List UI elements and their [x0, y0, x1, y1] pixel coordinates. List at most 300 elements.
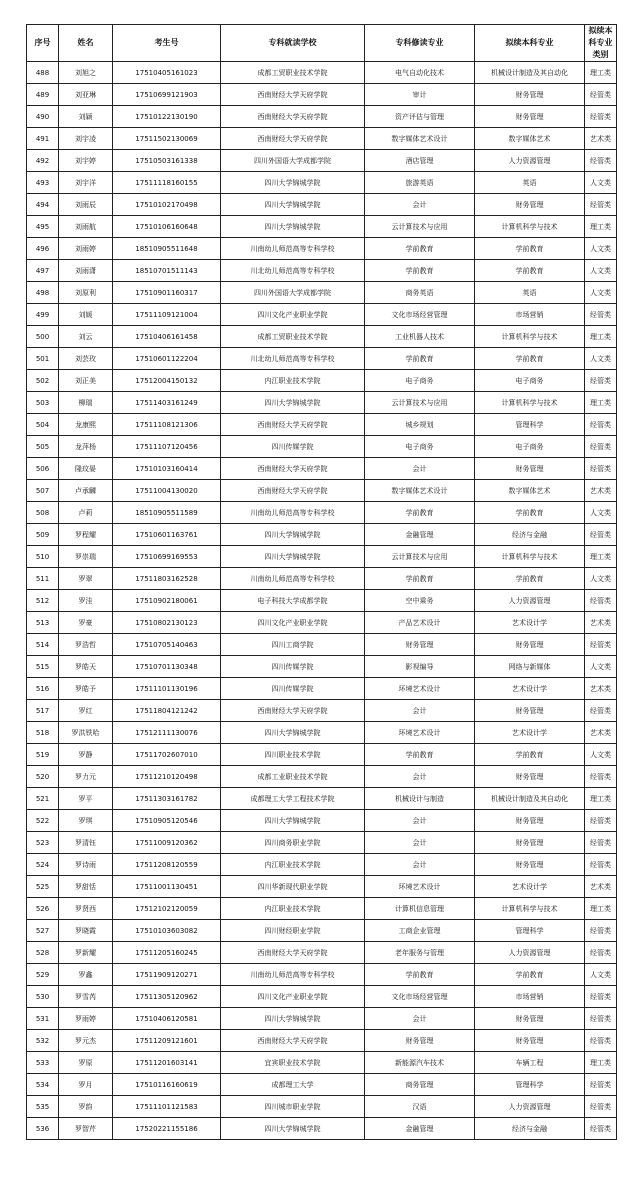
cell-college: 内江职业技术学院	[221, 370, 365, 392]
cell-college: 西南财经大学天府学院	[221, 1030, 365, 1052]
cell-target-major: 计算机科学与技术	[475, 392, 585, 414]
cell-name: 罗红	[59, 700, 113, 722]
cell-name: 刘雨航	[59, 216, 113, 238]
cell-college: 川南幼儿师范高等专科学校	[221, 568, 365, 590]
cell-target-category: 经管类	[585, 700, 617, 722]
cell-target-major: 财务管理	[475, 854, 585, 876]
cell-target-major: 财务管理	[475, 194, 585, 216]
table-row	[27, 260, 617, 282]
cell-target-category: 人文类	[585, 282, 617, 304]
cell-seq: 490	[27, 106, 59, 128]
cell-college-major: 酒店管理	[365, 150, 475, 172]
cell-exam-id: 17511403161249	[113, 392, 221, 414]
header-target-category: 拟续本科专业类别	[585, 25, 617, 62]
table-row	[27, 634, 617, 656]
cell-target-major: 计算机科学与技术	[475, 546, 585, 568]
cell-target-category: 人文类	[585, 502, 617, 524]
cell-exam-id: 18510905511648	[113, 238, 221, 260]
cell-target-major: 管理科学	[475, 920, 585, 942]
cell-name: 刘宇凌	[59, 128, 113, 150]
cell-seq: 495	[27, 216, 59, 238]
cell-exam-id: 17511803162528	[113, 568, 221, 590]
header-exam-id: 考生号	[113, 25, 221, 62]
cell-exam-id: 17511201603141	[113, 1052, 221, 1074]
cell-college-major: 环境艺术设计	[365, 876, 475, 898]
cell-college-major: 会计	[365, 700, 475, 722]
cell-name: 罗豪	[59, 612, 113, 634]
header-seq: 序号	[27, 25, 59, 62]
cell-target-category: 经管类	[585, 832, 617, 854]
table-row	[27, 392, 617, 414]
table-row	[27, 700, 617, 722]
cell-college: 成都理工大学工程技术学院	[221, 788, 365, 810]
cell-seq: 519	[27, 744, 59, 766]
cell-target-major: 学前教育	[475, 964, 585, 986]
cell-college: 四川大学锦城学院	[221, 1118, 365, 1140]
cell-college-major: 金融管理	[365, 1118, 475, 1140]
table-row	[27, 150, 617, 172]
cell-college-major: 资产评估与管理	[365, 106, 475, 128]
cell-seq: 520	[27, 766, 59, 788]
cell-name: 柳瑞	[59, 392, 113, 414]
student-list-sheet	[26, 24, 616, 1140]
cell-target-category: 经管类	[585, 1074, 617, 1096]
table-row	[27, 810, 617, 832]
header-target-major: 拟续本科专业	[475, 25, 585, 62]
cell-seq: 496	[27, 238, 59, 260]
cell-college: 四川大学锦城学院	[221, 392, 365, 414]
cell-seq: 501	[27, 348, 59, 370]
cell-target-category: 经管类	[585, 1008, 617, 1030]
cell-target-category: 经管类	[585, 942, 617, 964]
cell-target-major: 车辆工程	[475, 1052, 585, 1074]
cell-college: 宜宾职业技术学院	[221, 1052, 365, 1074]
cell-target-major: 人力资源管理	[475, 942, 585, 964]
table-row	[27, 172, 617, 194]
cell-target-category: 经管类	[585, 524, 617, 546]
cell-name: 罗贤西	[59, 898, 113, 920]
cell-college: 四川传媒学院	[221, 656, 365, 678]
cell-exam-id: 17520221155186	[113, 1118, 221, 1140]
cell-seq: 494	[27, 194, 59, 216]
table-row	[27, 1052, 617, 1074]
header-college: 专科就读学校	[221, 25, 365, 62]
cell-exam-id: 17511305120962	[113, 986, 221, 1008]
cell-seq: 516	[27, 678, 59, 700]
table-row	[27, 524, 617, 546]
cell-name: 罗鑫	[59, 964, 113, 986]
cell-seq: 533	[27, 1052, 59, 1074]
table-row	[27, 744, 617, 766]
cell-exam-id: 17511909120271	[113, 964, 221, 986]
table-row	[27, 986, 617, 1008]
cell-target-major: 艺术设计学	[475, 612, 585, 634]
cell-target-major: 机械设计制造及其自动化	[475, 62, 585, 84]
cell-college: 西南财经大学天府学院	[221, 458, 365, 480]
cell-college-major: 环境艺术设计	[365, 722, 475, 744]
cell-college-major: 学前教育	[365, 744, 475, 766]
cell-college: 四川大学锦城学院	[221, 1008, 365, 1030]
cell-seq: 517	[27, 700, 59, 722]
cell-target-major: 财务管理	[475, 700, 585, 722]
table-row	[27, 348, 617, 370]
cell-name: 龙康熙	[59, 414, 113, 436]
cell-name: 卢承麟	[59, 480, 113, 502]
cell-target-category: 艺术类	[585, 612, 617, 634]
cell-target-category: 艺术类	[585, 722, 617, 744]
cell-college: 西南财经大学天府学院	[221, 700, 365, 722]
cell-name: 罗皓天	[59, 656, 113, 678]
cell-college-major: 学前教育	[365, 964, 475, 986]
cell-exam-id: 17511804121242	[113, 700, 221, 722]
cell-exam-id: 17510601163761	[113, 524, 221, 546]
cell-target-major: 财务管理	[475, 766, 585, 788]
cell-college: 成都工贸职业技术学院	[221, 326, 365, 348]
cell-target-major: 英语	[475, 282, 585, 304]
cell-exam-id: 17512102120059	[113, 898, 221, 920]
cell-target-major: 财务管理	[475, 1008, 585, 1030]
cell-exam-id: 17511118160155	[113, 172, 221, 194]
cell-target-category: 经管类	[585, 1096, 617, 1118]
cell-name: 刘芸玫	[59, 348, 113, 370]
cell-target-major: 财务管理	[475, 810, 585, 832]
cell-exam-id: 17510122130190	[113, 106, 221, 128]
cell-target-major: 财务管理	[475, 84, 585, 106]
table-row	[27, 832, 617, 854]
cell-target-category: 经管类	[585, 920, 617, 942]
cell-target-major: 管理科学	[475, 414, 585, 436]
cell-college: 四川外国语大学成都学院	[221, 282, 365, 304]
cell-exam-id: 17511004130020	[113, 480, 221, 502]
cell-college: 川南幼儿师范高等专科学校	[221, 502, 365, 524]
cell-name: 罗雪芮	[59, 986, 113, 1008]
cell-college: 四川文化产业职业学院	[221, 612, 365, 634]
cell-college-major: 新能源汽车技术	[365, 1052, 475, 1074]
cell-seq: 510	[27, 546, 59, 568]
cell-exam-id: 17511208120559	[113, 854, 221, 876]
cell-college: 四川大学锦城学院	[221, 810, 365, 832]
cell-exam-id: 17510405161023	[113, 62, 221, 84]
cell-college: 西南财经大学天府学院	[221, 106, 365, 128]
header-name: 姓名	[59, 25, 113, 62]
cell-target-category: 理工类	[585, 898, 617, 920]
cell-target-category: 人文类	[585, 260, 617, 282]
cell-college: 西南财经大学天府学院	[221, 414, 365, 436]
cell-name: 龙萍杨	[59, 436, 113, 458]
cell-seq: 500	[27, 326, 59, 348]
cell-target-category: 理工类	[585, 326, 617, 348]
cell-college-major: 会计	[365, 832, 475, 854]
cell-college: 川北幼儿师范高等专科学校	[221, 260, 365, 282]
cell-college: 内江职业技术学院	[221, 854, 365, 876]
cell-target-category: 经管类	[585, 986, 617, 1008]
table-row	[27, 1096, 617, 1118]
cell-name: 罗平	[59, 788, 113, 810]
cell-target-category: 艺术类	[585, 876, 617, 898]
cell-target-major: 电子商务	[475, 370, 585, 392]
cell-college-major: 财务管理	[365, 634, 475, 656]
cell-seq: 492	[27, 150, 59, 172]
table-row	[27, 370, 617, 392]
cell-name: 刘颖	[59, 106, 113, 128]
cell-target-category: 艺术类	[585, 128, 617, 150]
table-row	[27, 656, 617, 678]
cell-college: 川北幼儿师范高等专科学校	[221, 348, 365, 370]
cell-exam-id: 17510406120581	[113, 1008, 221, 1030]
cell-target-category: 经管类	[585, 634, 617, 656]
cell-college-major: 老年服务与管理	[365, 942, 475, 964]
table-row	[27, 480, 617, 502]
cell-exam-id: 17510699169553	[113, 546, 221, 568]
cell-target-major: 学前教育	[475, 568, 585, 590]
cell-target-major: 学前教育	[475, 348, 585, 370]
cell-exam-id: 17511101121583	[113, 1096, 221, 1118]
cell-college-major: 计算机信息管理	[365, 898, 475, 920]
table-row	[27, 282, 617, 304]
cell-seq: 521	[27, 788, 59, 810]
cell-name: 罗力元	[59, 766, 113, 788]
cell-target-category: 艺术类	[585, 678, 617, 700]
cell-exam-id: 17511107120456	[113, 436, 221, 458]
cell-exam-id: 17510103603082	[113, 920, 221, 942]
cell-exam-id: 17512004150132	[113, 370, 221, 392]
cell-exam-id: 17510116160619	[113, 1074, 221, 1096]
table-row	[27, 458, 617, 480]
cell-seq: 502	[27, 370, 59, 392]
cell-college-major: 环境艺术设计	[365, 678, 475, 700]
cell-college: 四川大学锦城学院	[221, 722, 365, 744]
cell-college-major: 会计	[365, 458, 475, 480]
cell-college-major: 文化市场经营管理	[365, 986, 475, 1008]
cell-exam-id: 17510902180061	[113, 590, 221, 612]
table-row	[27, 876, 617, 898]
cell-target-major: 经济与金融	[475, 1118, 585, 1140]
cell-target-major: 财务管理	[475, 1030, 585, 1052]
cell-exam-id: 17510705140463	[113, 634, 221, 656]
cell-seq: 497	[27, 260, 59, 282]
cell-exam-id: 17511109121004	[113, 304, 221, 326]
table-row	[27, 788, 617, 810]
cell-target-category: 经管类	[585, 810, 617, 832]
cell-target-category: 经管类	[585, 854, 617, 876]
cell-college: 川南幼儿师范高等专科学校	[221, 238, 365, 260]
table-row	[27, 84, 617, 106]
cell-name: 罗浩哲	[59, 634, 113, 656]
cell-exam-id: 17511101130196	[113, 678, 221, 700]
cell-college-major: 学前教育	[365, 260, 475, 282]
cell-target-category: 经管类	[585, 106, 617, 128]
cell-target-category: 经管类	[585, 414, 617, 436]
table-row	[27, 62, 617, 84]
cell-name: 罗韵	[59, 1096, 113, 1118]
cell-seq: 531	[27, 1008, 59, 1030]
cell-college-major: 会计	[365, 1008, 475, 1030]
table-row	[27, 1074, 617, 1096]
cell-college-major: 学前教育	[365, 502, 475, 524]
cell-target-category: 人文类	[585, 568, 617, 590]
cell-exam-id: 17511009120362	[113, 832, 221, 854]
cell-target-major: 管理科学	[475, 1074, 585, 1096]
cell-name: 罗琪	[59, 810, 113, 832]
cell-college: 西南财经大学天府学院	[221, 942, 365, 964]
cell-exam-id: 17510802130123	[113, 612, 221, 634]
cell-target-major: 人力资源管理	[475, 1096, 585, 1118]
table-row	[27, 766, 617, 788]
cell-exam-id: 17510103160414	[113, 458, 221, 480]
cell-target-major: 学前教育	[475, 238, 585, 260]
cell-name: 卢莉	[59, 502, 113, 524]
cell-seq: 507	[27, 480, 59, 502]
table-row	[27, 898, 617, 920]
cell-exam-id: 17512111130076	[113, 722, 221, 744]
cell-college-major: 会计	[365, 766, 475, 788]
cell-college-major: 会计	[365, 854, 475, 876]
cell-exam-id: 17510503161338	[113, 150, 221, 172]
cell-name: 罗洪铁哈	[59, 722, 113, 744]
cell-target-category: 理工类	[585, 216, 617, 238]
cell-seq: 498	[27, 282, 59, 304]
cell-college: 四川大学锦城学院	[221, 172, 365, 194]
cell-target-major: 艺术设计学	[475, 876, 585, 898]
cell-seq: 525	[27, 876, 59, 898]
cell-seq: 529	[27, 964, 59, 986]
cell-target-major: 财务管理	[475, 458, 585, 480]
cell-college-major: 工商企业管理	[365, 920, 475, 942]
cell-name: 刘媛	[59, 304, 113, 326]
cell-seq: 514	[27, 634, 59, 656]
table-row	[27, 1118, 617, 1140]
cell-exam-id: 17511108121306	[113, 414, 221, 436]
cell-target-major: 艺术设计学	[475, 722, 585, 744]
cell-college-major: 学前教育	[365, 568, 475, 590]
table-row	[27, 546, 617, 568]
cell-target-category: 人文类	[585, 656, 617, 678]
cell-target-major: 财务管理	[475, 832, 585, 854]
cell-college-major: 商务管理	[365, 1074, 475, 1096]
cell-college: 四川城市职业学院	[221, 1096, 365, 1118]
cell-college: 四川财经职业学院	[221, 920, 365, 942]
header-college-major: 专科修读专业	[365, 25, 475, 62]
cell-name: 罗雨婷	[59, 1008, 113, 1030]
cell-seq: 522	[27, 810, 59, 832]
cell-target-major: 人力资源管理	[475, 150, 585, 172]
cell-target-category: 经管类	[585, 1030, 617, 1052]
table-row	[27, 722, 617, 744]
table-row	[27, 1030, 617, 1052]
cell-seq: 508	[27, 502, 59, 524]
table-row	[27, 326, 617, 348]
table-row	[27, 964, 617, 986]
cell-name: 罗清钰	[59, 832, 113, 854]
cell-name: 罗皓予	[59, 678, 113, 700]
cell-college-major: 电子商务	[365, 370, 475, 392]
cell-seq: 515	[27, 656, 59, 678]
cell-target-major: 学前教育	[475, 260, 585, 282]
cell-college-major: 产品艺术设计	[365, 612, 475, 634]
cell-target-major: 电子商务	[475, 436, 585, 458]
cell-seq: 535	[27, 1096, 59, 1118]
cell-college-major: 空中乘务	[365, 590, 475, 612]
cell-seq: 499	[27, 304, 59, 326]
cell-college: 四川大学锦城学院	[221, 524, 365, 546]
cell-exam-id: 17511209121601	[113, 1030, 221, 1052]
cell-seq: 526	[27, 898, 59, 920]
cell-name: 罗洼	[59, 590, 113, 612]
cell-college-major: 机械设计与制造	[365, 788, 475, 810]
cell-name: 刘雨潇	[59, 260, 113, 282]
cell-college: 四川外国语大学成都学院	[221, 150, 365, 172]
cell-college-major: 数字媒体艺术设计	[365, 128, 475, 150]
cell-exam-id: 17510905120546	[113, 810, 221, 832]
cell-college: 四川大学锦城学院	[221, 194, 365, 216]
cell-seq: 488	[27, 62, 59, 84]
cell-exam-id: 17510406161458	[113, 326, 221, 348]
table-row	[27, 436, 617, 458]
cell-seq: 503	[27, 392, 59, 414]
cell-seq: 532	[27, 1030, 59, 1052]
cell-college: 四川文化产业职业学院	[221, 304, 365, 326]
table-row	[27, 304, 617, 326]
cell-seq: 491	[27, 128, 59, 150]
cell-seq: 523	[27, 832, 59, 854]
cell-college: 成都工业职业技术学院	[221, 766, 365, 788]
cell-college: 四川商务职业学院	[221, 832, 365, 854]
table-row	[27, 1008, 617, 1030]
cell-target-major: 人力资源管理	[475, 590, 585, 612]
cell-college-major: 旅游英语	[365, 172, 475, 194]
cell-name: 刘宇婷	[59, 150, 113, 172]
table-row	[27, 128, 617, 150]
table-row	[27, 920, 617, 942]
cell-exam-id: 17511210120498	[113, 766, 221, 788]
cell-college: 四川传媒学院	[221, 436, 365, 458]
cell-name: 罗甜恬	[59, 876, 113, 898]
cell-exam-id: 17510701130348	[113, 656, 221, 678]
table-header-row	[27, 25, 617, 62]
cell-name: 刘云	[59, 326, 113, 348]
cell-college-major: 云计算技术与应用	[365, 216, 475, 238]
table-body	[27, 62, 617, 1140]
cell-target-major: 英语	[475, 172, 585, 194]
cell-target-major: 财务管理	[475, 634, 585, 656]
cell-college-major: 学前教育	[365, 238, 475, 260]
cell-seq: 489	[27, 84, 59, 106]
cell-seq: 513	[27, 612, 59, 634]
cell-name: 罗崇瑞	[59, 546, 113, 568]
cell-name: 罗元杰	[59, 1030, 113, 1052]
cell-target-major: 经济与金融	[475, 524, 585, 546]
cell-college-major: 汉语	[365, 1096, 475, 1118]
cell-college: 西南财经大学天府学院	[221, 480, 365, 502]
cell-name: 刘雨婷	[59, 238, 113, 260]
cell-target-category: 经管类	[585, 84, 617, 106]
cell-seq: 493	[27, 172, 59, 194]
cell-exam-id: 17511702607010	[113, 744, 221, 766]
table-row	[27, 612, 617, 634]
cell-target-major: 市场营销	[475, 986, 585, 1008]
cell-name: 罗月	[59, 1074, 113, 1096]
cell-college: 四川大学锦城学院	[221, 216, 365, 238]
cell-target-category: 经管类	[585, 370, 617, 392]
cell-target-category: 理工类	[585, 392, 617, 414]
cell-target-major: 数字媒体艺术	[475, 128, 585, 150]
cell-exam-id: 17510106160648	[113, 216, 221, 238]
cell-target-major: 网络与新媒体	[475, 656, 585, 678]
cell-seq: 530	[27, 986, 59, 1008]
cell-college: 四川传媒学院	[221, 678, 365, 700]
cell-seq: 509	[27, 524, 59, 546]
table-row	[27, 942, 617, 964]
